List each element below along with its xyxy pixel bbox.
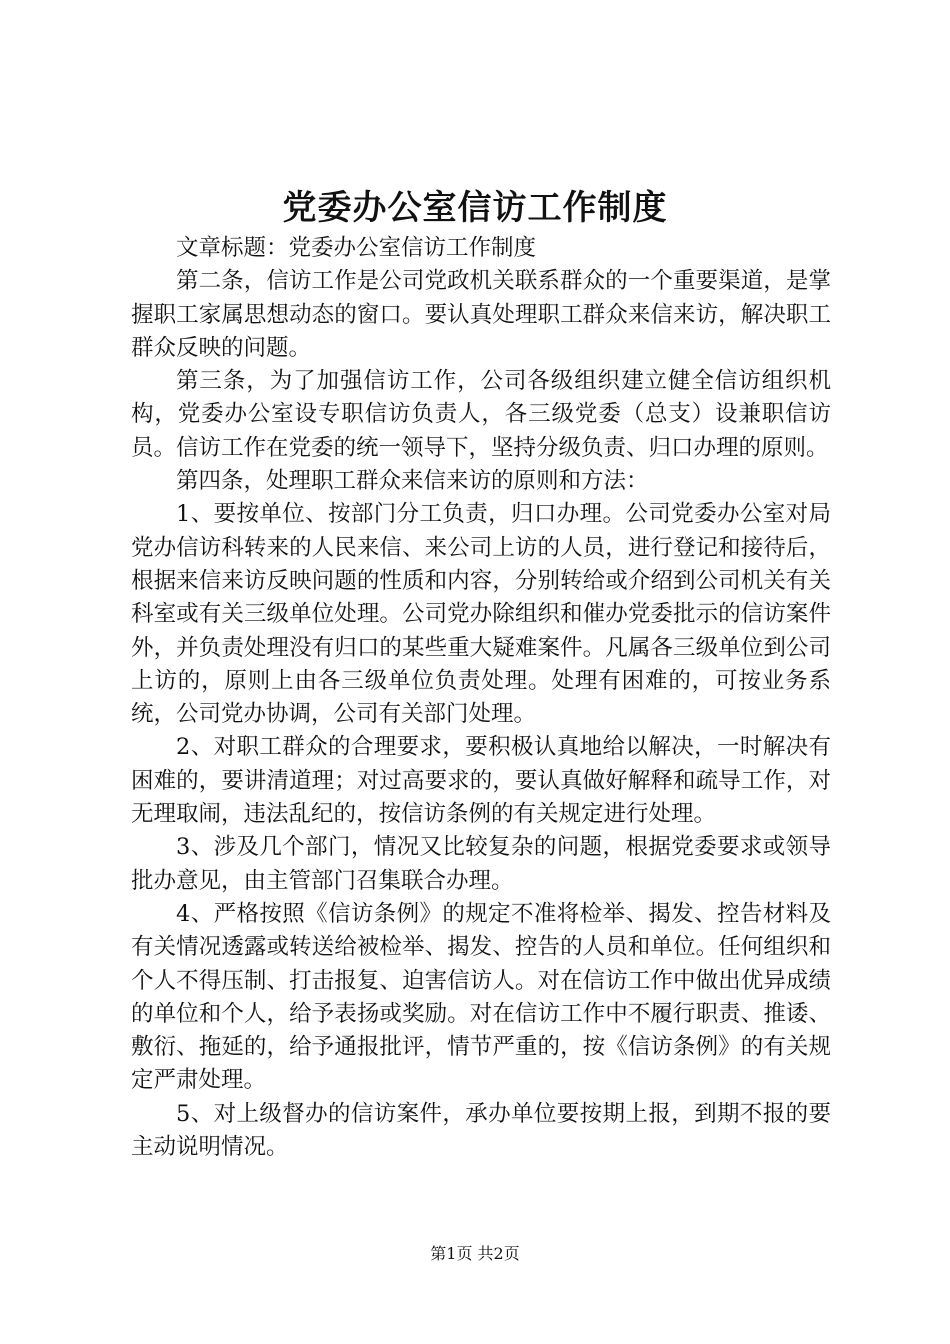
paragraph-item-2: 2、对职工群众的合理要求，要积极认真地给以解决，一时解决有困难的，要讲清道理；对过高要求的，要认真做好解释和疏导工作，对无理取闹，违法乱纪的，按信访条例的有关规定进行处理。	[131, 734, 831, 828]
document-body	[131, 232, 831, 1164]
paragraph-article-3: 第三条，为了加强信访工作，公司各级组织建立健全信访组织机构，党委办公室设专职信访负责人，各三级党委（总支）设兼职信访员。信访工作在党委的统一领导下，坚持分级负责、归口办理的原则。	[131, 368, 831, 461]
paragraph-article-4: 第四条，处理职工群众来信来访的原则和方法：	[176, 468, 649, 495]
document-title: 党委办公室信访工作制度	[282, 188, 668, 228]
paragraph-item-4: 4、严格按照《信访条例》的规定不准将检举、揭发、控告材料及有关情况透露或转送给被检举、揭发、控告的人员和单位。任何组织和个人不得压制、打击报复、迫害信访人。对在信访工作中做出优异成绩的单位和个人，给予表扬或奖励。对在信访工作中不履行职责、推诿、敷衍、拖延的，给予通报批评，情节严重的，按《信访条例》的有关规定严肃处理。	[131, 900, 831, 1094]
paragraph-article-2: 第二条，信访工作是公司党政机关联系群众的一个重要渠道，是掌握职工家属思想动态的窗口。要认真处理职工群众来信来访，解决职工群众反映的问题。	[131, 268, 831, 361]
paragraph-article-title: 文章标题：党委办公室信访工作制度	[176, 235, 537, 261]
paragraph-item-3: 3、涉及几个部门，情况又比较复杂的问题，根据党委要求或领导批办意见，由主管部门召集联合办理。	[131, 834, 831, 894]
page-footer: 第1页 共2页	[430, 1244, 520, 1263]
paragraph-item-5: 5、对上级督办的信访案件，承办单位要按期上报，到期不报的要主动说明情况。	[131, 1100, 831, 1161]
paragraph-item-1: 1、要按单位、按部门分工负责，归口办理。公司党委办公室对局党办信访科转来的人民来信、来公司上访的人员，进行登记和接待后，根据来信来访反映问题的性质和内容，分别转给或介绍到公司机关有关科室或有关三级单位处理。公司党办除组织和催办党委批示的信访案件外，并负责处理没有归口的某些重大疑难案件。凡属各三级单位到公司上访的，原则上由各三级单位负责处理。处理有困难的，可按业务系统，公司党办协调，公司有关部门处理。	[131, 501, 831, 728]
